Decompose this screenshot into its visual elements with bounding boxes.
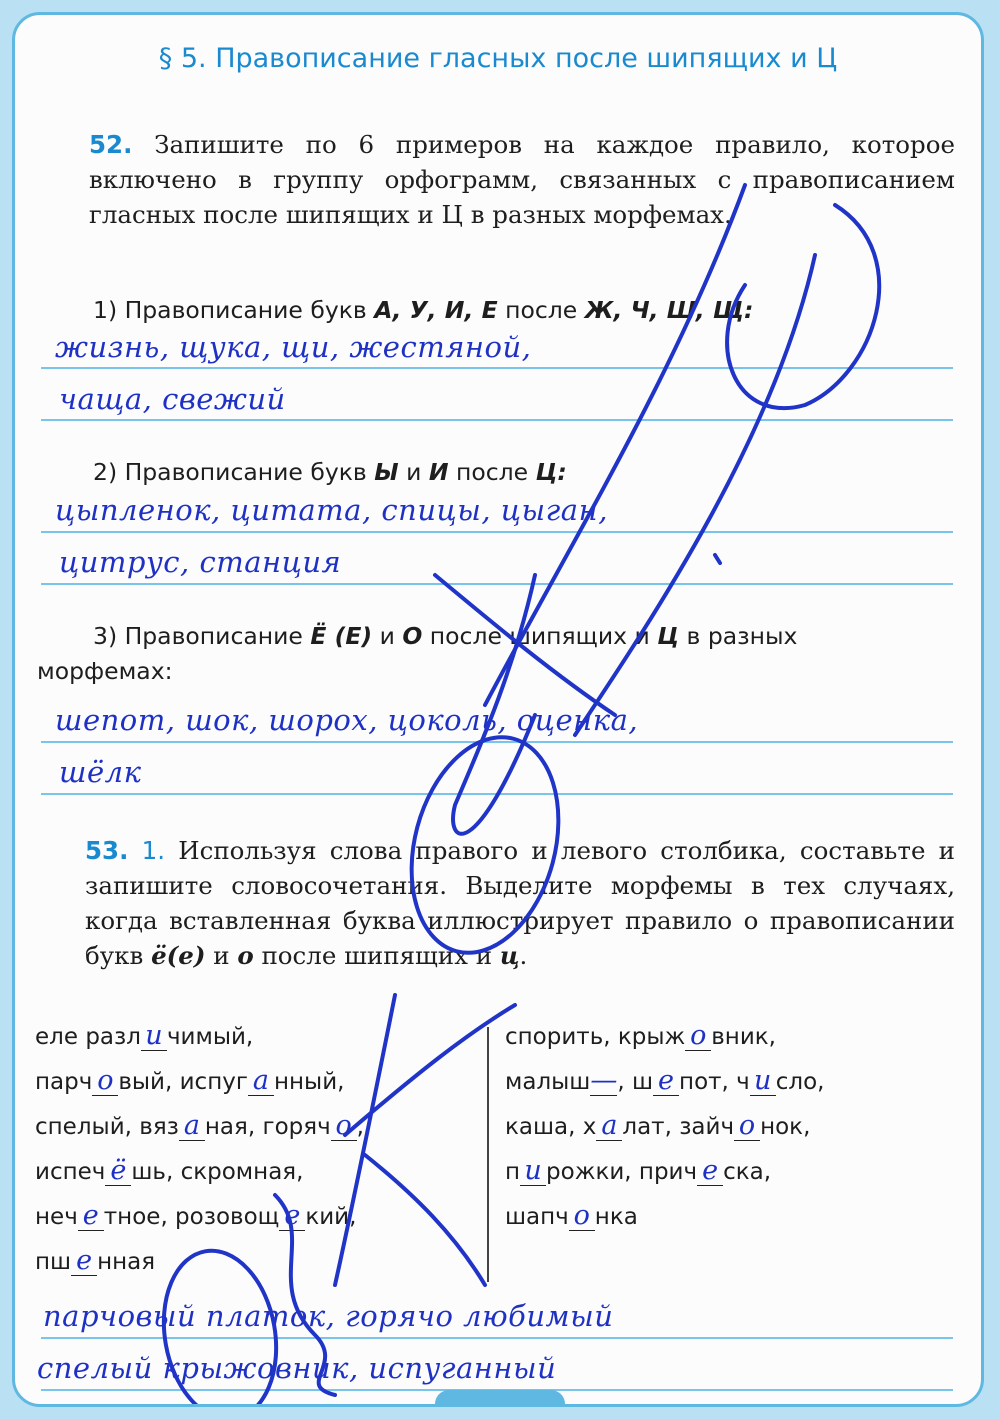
scribble-cross [435,575,615,715]
inserted-letter: и [145,1020,163,1051]
word-fragment: чимый, [166,1024,254,1050]
word-fragment: , [356,1114,364,1140]
exercise-53-number: 53. [85,836,129,865]
scribble-stroke-long [575,255,815,735]
handwritten-answer-2b: цитрус, станция [59,545,342,579]
word-fragment: шь, скромная, [131,1159,304,1185]
word-fragment: нка [594,1204,638,1230]
rule-2-letters: Ы [374,458,399,486]
rule-3-letters-3: Ц [657,622,680,650]
word-fragment: рожки, прич [546,1159,698,1185]
handwritten-answer-53b: спелый крыжовник, испуганный [37,1351,557,1385]
word-fragment: испеч [35,1159,106,1185]
word-fragment: кий, [305,1204,357,1230]
scribble-dot [715,555,720,563]
exercise-53-text: Используя слова правого и левого столбика, составьте и запишите словосочетания. Выделите морфемы в тех случаях, когда вставленная буква иллюстрирует правило о правописании букв [85,836,955,970]
inserted-letter: е [82,1200,99,1231]
word-fragment: малыш [505,1069,591,1095]
word-fragment: пот, ч [679,1069,750,1095]
rule-3-letters: Ё (Е) [310,622,373,650]
rule-3-tail-2: в разных [679,622,798,650]
inserted-letter: е [76,1245,93,1276]
word-fragment: п [505,1159,521,1185]
inserted-letter: а [183,1110,200,1141]
scribble-v [453,575,535,834]
word-fragment: нная [97,1249,156,1275]
section-title-text: § 5. Правописание гласных после шипящих и Ц [158,43,838,74]
exercise-53-text-end: после шипящих и [253,941,500,970]
rule-2-tail: после [448,458,536,486]
exercise-53-letter-e: ё(е) [151,941,206,970]
word-fragment: шапч [505,1204,569,1230]
inserted-letter: е [284,1200,301,1231]
handwritten-answer-2a: цыпленок, цитата, спицы, цыган, [55,493,608,527]
handwritten-answer-3b: шёлк [59,755,142,789]
pen-scribbles [15,15,981,1404]
scribble-stroke-mid [485,185,745,705]
word-fragment: парч [35,1069,93,1095]
word-fragment: сло, [775,1069,825,1095]
inserted-letter: о [573,1200,590,1231]
word-fragment: вник, [711,1024,776,1050]
word-fragment: неч [35,1204,78,1230]
word-fragment: пш [35,1249,72,1275]
word-fragment: лат, зайч [622,1114,735,1140]
exercise-53-letter-ts: ц [499,941,520,970]
inserted-letter: о [690,1020,707,1051]
scribble-k [335,995,515,1285]
exercise-53-text-mid: и [205,941,238,970]
inserted-letter: а [601,1110,618,1141]
word-fragment: спорить, крыж [505,1024,686,1050]
inserted-letter: е [702,1155,719,1186]
inserted-letter: ё [110,1155,127,1186]
handwritten-answer-53a: парчовый платок, горячо любимый [43,1299,614,1333]
inserted-letter: о [335,1110,352,1141]
inserted-letter: о [738,1110,756,1141]
exercise-52-text: Запишите по 6 примеров на каждое правило, которое включено в группу орфограмм, связанных с правописанием гласных после шипящих и Ц в разных морфемах. [89,130,955,229]
rule-2-letters-3: Ц: [535,458,567,486]
handwritten-answer-3a: шепот, шок, шорох, цоколь, оценка, [55,703,639,737]
inserted-letter: и [524,1155,542,1186]
rule-2-label: 2) Правописание букв [93,458,367,486]
rule-1-label: 1) Правописание букв [93,296,367,324]
rule-1-letters-2: Ж, Ч, Ш, Щ: [584,296,754,324]
rule-3-heading-line2: морфемах: [37,657,173,685]
rule-1-middle: после [497,296,585,324]
rule-1-letters: А, У, И, Е [374,296,498,324]
word-fragment: тное, розовощ [103,1204,280,1230]
inserted-letter: о [97,1065,114,1096]
word-fragment: спелый, вяз [35,1114,179,1140]
word-fragment: ная, горяч [204,1114,331,1140]
word-fragment: нный, [273,1069,345,1095]
word-fragment: вый, испуг [118,1069,248,1095]
handwritten-answer-1a: жизнь, щука, щи, жестяной, [55,330,532,364]
exercise-53-letter-o: о [237,941,254,970]
rule-2-letters-2: И [428,458,449,486]
exercise-53-text-dot: . [519,941,528,970]
inserted-letter: е [658,1065,675,1096]
rule-3-label: 3) Правописание [93,622,303,650]
inserted-letter: и [754,1065,772,1096]
scribble-zigzag [275,1195,335,1395]
word-fragment: нок, [760,1114,811,1140]
word-fragment: еле разл [35,1024,141,1050]
word-fragment: , ш [617,1069,654,1095]
rule-3-letters-2: О [402,622,423,650]
rule-3-middle: и [372,622,403,650]
workbook-page [12,12,984,1407]
handwritten-answer-1b: чаща, свежий [59,382,286,416]
word-fragment: каша, х [505,1114,597,1140]
scribble-oval-center [389,721,581,970]
page-bottom-tab [435,1390,565,1407]
word-fragment: ска, [723,1159,772,1185]
rule-2-middle: и [398,458,429,486]
rule-3-tail: после шипящих и [422,622,658,650]
exercise-52-number: 52. [89,130,133,159]
inserted-letter: — [590,1065,618,1096]
scribble-oval-bottom [151,1242,289,1404]
inserted-letter: а [252,1065,269,1096]
exercise-53-subnumber: 1. [141,836,166,865]
